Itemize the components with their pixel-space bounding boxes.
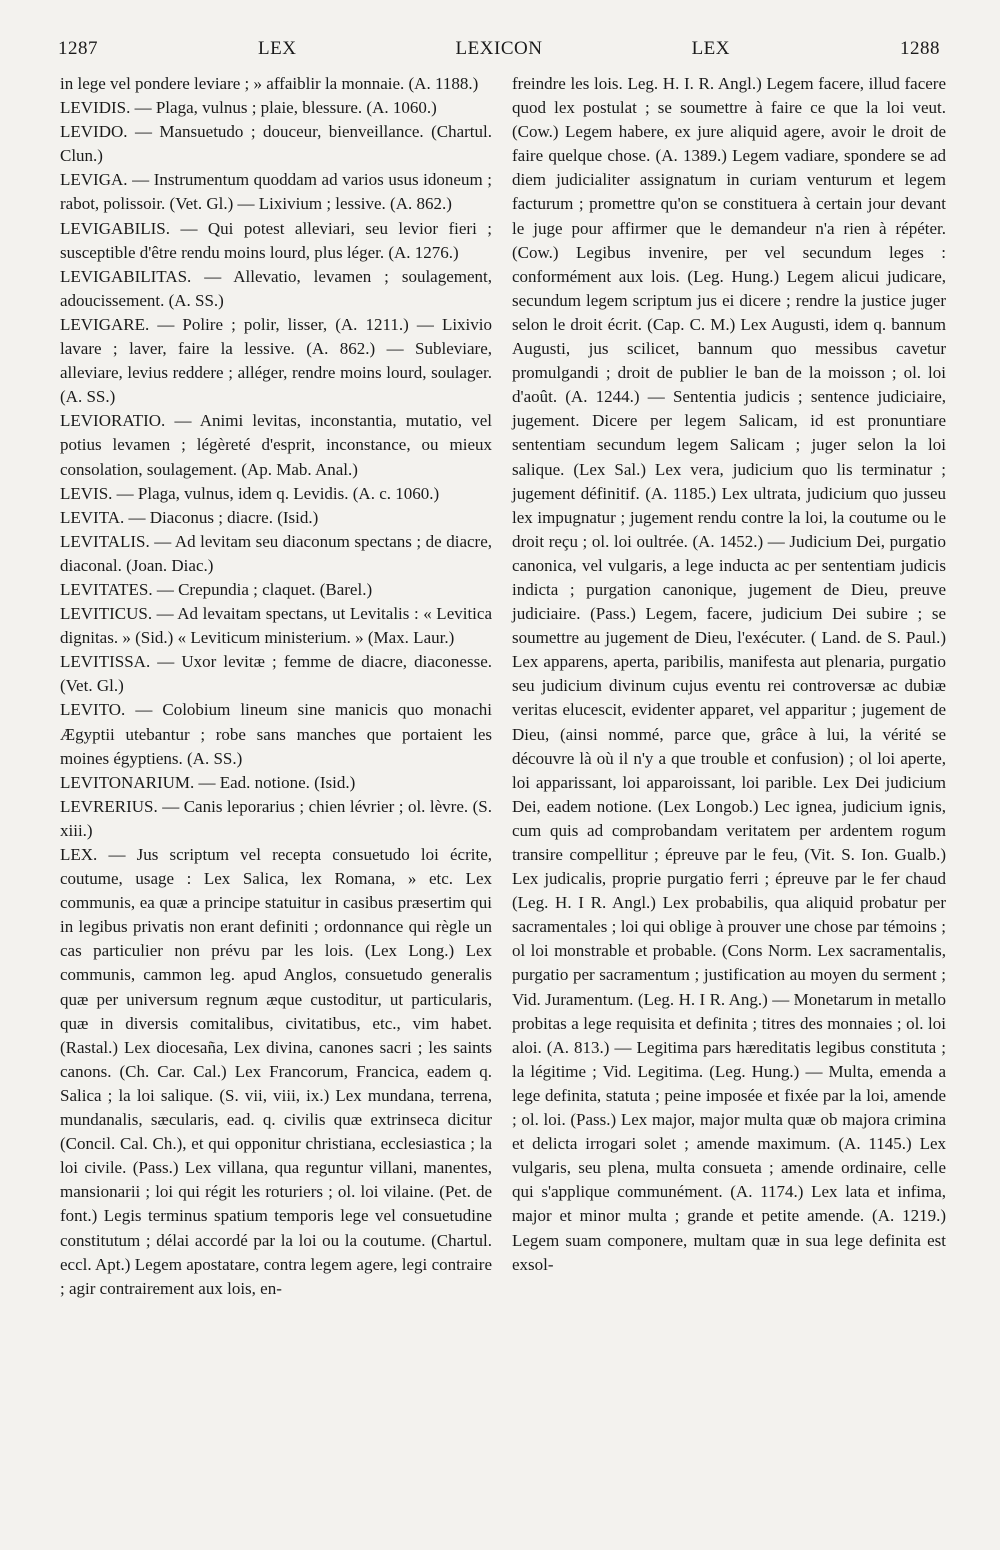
entry-paragraph: LEVRERIUS. — Canis leporarius ; chien lévrier ; ol. lèvre. (S. xiii.) <box>60 796 492 840</box>
left-column <box>60 72 492 1301</box>
entry-paragraph: LEVITO. — Colobium lineum sine manicis quo monachi Ægyptii utebantur ; robe sans manches que portaient les moines égyptiens. (A. SS.) <box>60 700 492 768</box>
running-header <box>58 38 940 68</box>
running-title: LEXICON <box>455 38 543 59</box>
entry-paragraph: LEVIGABILITAS. — Allevatio, levamen ; soulagement, adoucissement. (A. SS.) <box>60 266 492 310</box>
entry-paragraph: LEVIGARE. — Polire ; polir, lisser, (A. 1211.) — Lixivio lavare ; laver, faire la lessive. (A. 862.) — Subleviare, alleviare, levius reddere ; alléger, rendre moins lourd, soulager. (A. SS.) <box>60 314 492 407</box>
entry-paragraph: LEVIDIS. — Plaga, vulnus ; plaie, blessure. (A. 1060.) <box>60 98 437 118</box>
entry-paragraph: LEVIS. — Plaga, vulnus, idem q. Levidis. (A. c. 1060.) <box>60 483 440 503</box>
entry-paragraph: in lege vel pondere leviare ; » affaiblir la monnaie. (A. 1188.) <box>60 74 479 93</box>
entry-paragraph: freindre les lois. Leg. H. I. R. Angl.) Legem facere, illud facere quod lex postulat ; se soumettre à faire ce que la loi veut. (Cow.) Legem habere, ex jure aliquid agere, avoir le droit de faire quelque chose. (A. 1389.) Legem vadiare, spondere se ad diem judicialiter assignatum in curiam venturum et legem facturum ; promettre qu'on se constituera à certain jour devant le juge pour affirmer que le demandeur n'a rien à répéter. (Cow.) Legibus invenire, per vel secundum leges : conformément aux lois. (Leg. Hung.) Legem alicui judicare, secundum legem scriptum jus ei dicere ; rendre la justice juger selon le droit écrit. (Cap. C. M.) Lex Augusti, idem q. bannum Augusti, jus scilicet, bannum quo messibus cavetur promulgandi ; droit de publier le ban de la moisson ; ol. loi d'août. (A. 1244.) — Sententia judicis ; sentence judiciaire, jugement. Dicere per legem Salicam, id est pronuntiare sententiam secundum legem Salicam ; juger selon la loi salique. (Lex Sal.) Lex vera, judicium quo lis terminatur ; jugement définitif. (A. 1185.) Lex ultrata, judicium quo jusseu lex impugnatur ; jugement rendu contre la loi, la coutume ou le droit reçu ; ol. loi oultrée. (A. 1452.) — Judicium Dei, purgatio canonica, vel vulgaris, a lege inducta ac per sententiam judicis indicta ; purgation canonique, jugement de Dieu, preuve judiciaire. (Pass.) Legem, facere, judicium Dei subire ; se soumettre au jugement de Dieu, l'exécuter. ( Land. de S. Paul.) Lex apparens, aperta, paribilis, manifesta aut plenaria, purgatio seu judicium divinum cujus eventu rei controversæ ac dubiæ veritas elucescit, evidenter apparet, vel apparitur ; jugement de Dieu, (ainsi nommé, parce que, grâce à lui, la vérité se découvre là où il n'y a que trouble et confusion) ; ol loi aperte, loi apparissant, loi apparoissant, loi parible. Lex Dei judicium Dei, eadem notione. (Lex Longob.) Lec ignea, judicium ignis, cum quis ad comprobandam veritatem per ardentem rogum transire compellitur ; épreuve par le feu, (Vit. S. Ion. Gualb.) Lex judicalis, proprie purgatio ferri ; épreuve par le fer chaud (Leg. H. I R. Angl.) Lex probabilis, qua aliquid probatur per sacramentales ; loi qui oblige à prouver une chose par témoins ; ol loi monstrable et probable. (Cons Norm. Lex sacramentalis, purgatio per sacramentum ; justification au moyen du serment ; Vid. Juramentum. (Leg. H. I R. Ang.) — Monetarum in metallo probitas a lege requisita et definita ; titres des monnaies ; ol. loi aloi. (A. 813.) — Legitima pars hæreditatis legibus constituta ; la légitime ; Vid. Legitima. (Leg. Hung.) — Multa, emenda a lege definita, statuta ; peine imposée et fixée par la loi, amende ; ol. loi. (Pass.) Lex major, major multa quæ ob majora crimina et delicta irrogari solet ; amende maximum. (A. 1145.) Lex vulgaris, seu plena, multa consueta ; amende ordinaire, celle qui s'applique communément. (A. 1174.) Lex lata et infima, major et minor multa ; grande et petite amende. (A. 1219.) Legem suam componere, multam quæ in sua lege definita est exsol- <box>512 74 946 1274</box>
page-number-left: 1287 <box>58 38 98 59</box>
entry-paragraph: LEVIGABILIS. — Qui potest alleviari, seu levior fieri ; susceptible d'être rendu moins lourd, plus léger. (A. 1276.) <box>60 218 492 262</box>
entry-paragraph: LEVIDO. — Mansuetudo ; douceur, bienveillance. (Chartul. Clun.) <box>60 122 492 166</box>
right-column <box>512 72 946 1277</box>
entry-paragraph: LEVITA. — Diaconus ; diacre. (Isid.) <box>60 507 319 527</box>
entry-paragraph: LEVIORATIO. — Animi levitas, inconstantia, mutatio, vel potius levamen ; légèreté d'esprit, inconstance, ou mieux consolation, soulagement. (Ap. Mab. Anal.) <box>60 411 492 479</box>
entry-paragraph: LEVITALIS. — Ad levitam seu diaconum spectans ; de diacre, diaconal. (Joan. Diac.) <box>60 531 492 575</box>
entry-paragraph: LEVITICUS. — Ad levaitam spectans, ut Levitalis : « Levitica dignitas. » (Sid.) « Leviticum ministerium. » (Max. Laur.) <box>60 604 492 648</box>
entry-paragraph: LEVIGA. — Instrumentum quoddam ad varios usus idoneum ; rabot, polissoir. (Vet. Gl.) — Lixivium ; lessive. (A. 862.) <box>60 170 492 214</box>
entry-paragraph: LEX. — Jus scriptum vel recepta consuetudo loi écrite, coutume, usage : Lex Salica, lex Romana, » etc. Lex communis, ea quæ a principe statuitur in casibus præsertim qui in legibus privatis non erant definiti ; ordonnance qui règle un cas particulier non prévu par les lois. (Lex Long.) Lex communis, cammon leg. apud Anglos, consuetudo generalis quæ per universum regnum æque custoditur, ut particularis, quæ in diversis comitalibus, civitatibus, etc., vim habet. (Rastal.) Lex diocesaña, Lex divina, canones sacri ; les saints canons. (Ch. Car. Cal.) Lex Francorum, Francica, eadem q. Salica ; la loi salique. (S. vii, viii, ix.) Lex mundana, terrena, mundanalis, sæcularis, ead. q. civilis quæ extrinseca dicitur (Concil. Cal. Ch.), et qui opponitur christiana, ecclesiastica ; la loi civile. (Pass.) Lex villana, qua reguntur villani, manentes, mansionarii ; loi qui régit les roturiers ; ol. loi vilaine. (Pet. de font.) Legis terminus spatium temporis lege vel consuetudine constitutum ; délai accordé par la loi ou la coutume. (Chartul. eccl. Apt.) Legem apostatare, contra legem agere, legi contraire ; agir contrairement aux lois, en- <box>60 845 492 1298</box>
guide-word-right: LEX <box>691 38 730 59</box>
page-number-right: 1288 <box>900 38 940 59</box>
entry-paragraph: LEVITONARIUM. — Ead. notione. (Isid.) <box>60 772 356 792</box>
entry-paragraph: LEVITATES. — Crepundia ; claquet. (Barel.) <box>60 579 373 599</box>
entry-paragraph: LEVITISSA. — Uxor levitæ ; femme de diacre, diaconesse. (Vet. Gl.) <box>60 652 492 696</box>
guide-word-left: LEX <box>258 38 297 59</box>
